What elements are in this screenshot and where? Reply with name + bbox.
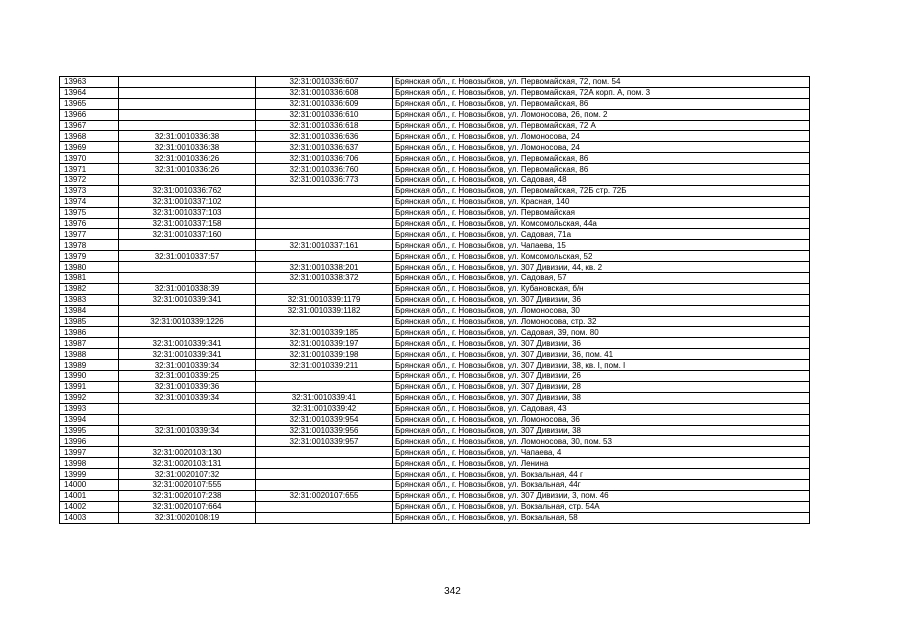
object-number-cell: 32:31:0010336:760 bbox=[256, 164, 393, 175]
table-row bbox=[60, 98, 810, 109]
address-cell: Брянская обл., г. Новозыбков, ул. Чапаева, 4 bbox=[393, 447, 810, 458]
table-row bbox=[60, 120, 810, 131]
parcel-number-cell bbox=[119, 262, 256, 273]
row-number-cell: 13963 bbox=[60, 77, 119, 88]
row-number-cell: 13967 bbox=[60, 120, 119, 131]
object-number-cell: 32:31:0010336:637 bbox=[256, 142, 393, 153]
object-number-cell: 32:31:0010338:372 bbox=[256, 273, 393, 284]
object-number-cell: 32:31:0010337:161 bbox=[256, 240, 393, 251]
address-cell: Брянская обл., г. Новозыбков, ул. Вокзальная, 44г bbox=[393, 479, 810, 490]
address-cell: Брянская обл., г. Новозыбков, ул. Садовая, 39, пом. 80 bbox=[393, 327, 810, 338]
address-cell: Брянская обл., г. Новозыбков, ул. Ломоносова, 30 bbox=[393, 305, 810, 316]
address-cell: Брянская обл., г. Новозыбков, ул. Садовая, 71а bbox=[393, 229, 810, 240]
table-row bbox=[60, 77, 810, 88]
object-number-cell bbox=[256, 501, 393, 512]
row-number-cell: 13966 bbox=[60, 109, 119, 120]
object-number-cell: 32:31:0010339:1182 bbox=[256, 305, 393, 316]
table-row bbox=[60, 294, 810, 305]
address-cell: Брянская обл., г. Новозыбков, ул. Кубановская, б/н bbox=[393, 283, 810, 294]
table-row bbox=[60, 469, 810, 480]
table-row bbox=[60, 360, 810, 371]
parcel-number-cell: 32:31:0010336:38 bbox=[119, 131, 256, 142]
address-cell: Брянская обл., г. Новозыбков, ул. Красная, 140 bbox=[393, 196, 810, 207]
row-number-cell: 13984 bbox=[60, 305, 119, 316]
object-number-cell bbox=[256, 283, 393, 294]
table-row bbox=[60, 240, 810, 251]
parcel-number-cell bbox=[119, 414, 256, 425]
address-cell: Брянская обл., г. Новозыбков, ул. Первомайская, 86 bbox=[393, 153, 810, 164]
object-number-cell: 32:31:0010339:42 bbox=[256, 403, 393, 414]
parcel-number-cell: 32:31:0010339:36 bbox=[119, 381, 256, 392]
table-row bbox=[60, 479, 810, 490]
row-number-cell: 14002 bbox=[60, 501, 119, 512]
object-number-cell: 32:31:0010339:41 bbox=[256, 392, 393, 403]
registry-table-body bbox=[60, 77, 810, 524]
row-number-cell: 13978 bbox=[60, 240, 119, 251]
table-row bbox=[60, 283, 810, 294]
address-cell: Брянская обл., г. Новозыбков, ул. 307 Дивизии, 36 bbox=[393, 338, 810, 349]
table-row bbox=[60, 196, 810, 207]
address-cell: Брянская обл., г. Новозыбков, ул. Комсомольская, 44а bbox=[393, 218, 810, 229]
row-number-cell: 13980 bbox=[60, 262, 119, 273]
parcel-number-cell bbox=[119, 77, 256, 88]
address-cell: Брянская обл., г. Новозыбков, ул. Ломоносова, 26, пом. 2 bbox=[393, 109, 810, 120]
parcel-number-cell: 32:31:0010336:762 bbox=[119, 185, 256, 196]
address-cell: Брянская обл., г. Новозыбков, ул. 307 Дивизии, 44, кв. 2 bbox=[393, 262, 810, 273]
address-cell: Брянская обл., г. Новозыбков, ул. Первомайская, 72, пом. 54 bbox=[393, 77, 810, 88]
parcel-number-cell: 32:31:0010339:341 bbox=[119, 338, 256, 349]
row-number-cell: 13996 bbox=[60, 436, 119, 447]
table-row bbox=[60, 501, 810, 512]
row-number-cell: 13991 bbox=[60, 381, 119, 392]
object-number-cell: 32:31:0010339:956 bbox=[256, 425, 393, 436]
object-number-cell: 32:31:0010336:610 bbox=[256, 109, 393, 120]
address-cell: Брянская обл., г. Новозыбков, ул. 307 Дивизии, 38 bbox=[393, 392, 810, 403]
object-number-cell bbox=[256, 218, 393, 229]
table-row bbox=[60, 229, 810, 240]
row-number-cell: 13969 bbox=[60, 142, 119, 153]
table-row bbox=[60, 349, 810, 360]
object-number-cell: 32:31:0010339:957 bbox=[256, 436, 393, 447]
table-row bbox=[60, 218, 810, 229]
parcel-number-cell bbox=[119, 436, 256, 447]
address-cell: Брянская обл., г. Новозыбков, ул. Ленина bbox=[393, 458, 810, 469]
object-number-cell: 32:31:0010336:618 bbox=[256, 120, 393, 131]
parcel-number-cell: 32:31:0020107:664 bbox=[119, 501, 256, 512]
page-number: 342 bbox=[444, 586, 461, 597]
parcel-number-cell bbox=[119, 305, 256, 316]
address-cell: Брянская обл., г. Новозыбков, ул. Комсомольская, 52 bbox=[393, 251, 810, 262]
table-row bbox=[60, 185, 810, 196]
object-number-cell bbox=[256, 381, 393, 392]
object-number-cell: 32:31:0010339:954 bbox=[256, 414, 393, 425]
object-number-cell bbox=[256, 371, 393, 382]
address-cell: Брянская обл., г. Новозыбков, ул. Садовая, 43 bbox=[393, 403, 810, 414]
object-number-cell: 32:31:0010339:211 bbox=[256, 360, 393, 371]
object-number-cell bbox=[256, 316, 393, 327]
row-number-cell: 13998 bbox=[60, 458, 119, 469]
table-row bbox=[60, 175, 810, 186]
row-number-cell: 13982 bbox=[60, 283, 119, 294]
object-number-cell bbox=[256, 251, 393, 262]
address-cell: Брянская обл., г. Новозыбков, ул. Первомайская, 86 bbox=[393, 98, 810, 109]
parcel-number-cell bbox=[119, 87, 256, 98]
address-cell: Брянская обл., г. Новозыбков, ул. 307 Дивизии, 3, пом. 46 bbox=[393, 490, 810, 501]
row-number-cell: 13970 bbox=[60, 153, 119, 164]
address-cell: Брянская обл., г. Новозыбков, ул. Первомайская, 72А корп. А, пом. 3 bbox=[393, 87, 810, 98]
table-row bbox=[60, 153, 810, 164]
address-cell: Брянская обл., г. Новозыбков, ул. Ломоносова, 30, пом. 53 bbox=[393, 436, 810, 447]
row-number-cell: 13986 bbox=[60, 327, 119, 338]
parcel-number-cell: 32:31:0010339:341 bbox=[119, 294, 256, 305]
address-cell: Брянская обл., г. Новозыбков, ул. 307 Дивизии, 38 bbox=[393, 425, 810, 436]
object-number-cell: 32:31:0010336:607 bbox=[256, 77, 393, 88]
parcel-number-cell bbox=[119, 109, 256, 120]
row-number-cell: 13981 bbox=[60, 273, 119, 284]
address-cell: Брянская обл., г. Новозыбков, ул. 307 Дивизии, 38, кв. I, пом. I bbox=[393, 360, 810, 371]
object-number-cell: 32:31:0010338:201 bbox=[256, 262, 393, 273]
row-number-cell: 13971 bbox=[60, 164, 119, 175]
table-row bbox=[60, 262, 810, 273]
table-row bbox=[60, 338, 810, 349]
table-row bbox=[60, 316, 810, 327]
parcel-number-cell: 32:31:0010337:57 bbox=[119, 251, 256, 262]
object-number-cell: 32:31:0010336:608 bbox=[256, 87, 393, 98]
parcel-number-cell: 32:31:0010339:34 bbox=[119, 425, 256, 436]
parcel-number-cell bbox=[119, 327, 256, 338]
parcel-number-cell: 32:31:0010338:39 bbox=[119, 283, 256, 294]
table-row bbox=[60, 142, 810, 153]
object-number-cell bbox=[256, 512, 393, 523]
address-cell: Брянская обл., г. Новозыбков, ул. 307 Дивизии, 36 bbox=[393, 294, 810, 305]
table-row bbox=[60, 490, 810, 501]
parcel-number-cell: 32:31:0010337:158 bbox=[119, 218, 256, 229]
registry-table bbox=[59, 76, 810, 524]
parcel-number-cell: 32:31:0010337:103 bbox=[119, 207, 256, 218]
address-cell: Брянская обл., г. Новозыбков, ул. Первомайская bbox=[393, 207, 810, 218]
parcel-number-cell: 32:31:0010339:25 bbox=[119, 371, 256, 382]
table-row bbox=[60, 392, 810, 403]
row-number-cell: 13975 bbox=[60, 207, 119, 218]
address-cell: Брянская обл., г. Новозыбков, ул. Первомайская, 72 А bbox=[393, 120, 810, 131]
row-number-cell: 13993 bbox=[60, 403, 119, 414]
object-number-cell: 32:31:0020107:655 bbox=[256, 490, 393, 501]
object-number-cell bbox=[256, 447, 393, 458]
table-row bbox=[60, 512, 810, 523]
address-cell: Брянская обл., г. Новозыбков, ул. Ломоносова, 24 bbox=[393, 131, 810, 142]
table-row bbox=[60, 414, 810, 425]
table-row bbox=[60, 381, 810, 392]
address-cell: Брянская обл., г. Новозыбков, ул. Ломоносова, стр. 32 bbox=[393, 316, 810, 327]
parcel-number-cell bbox=[119, 175, 256, 186]
object-number-cell bbox=[256, 458, 393, 469]
row-number-cell: 13976 bbox=[60, 218, 119, 229]
object-number-cell: 32:31:0010336:609 bbox=[256, 98, 393, 109]
address-cell: Брянская обл., г. Новозыбков, ул. Первомайская, 72Б стр. 72Б bbox=[393, 185, 810, 196]
address-cell: Брянская обл., г. Новозыбков, ул. Вокзальная, 44 г bbox=[393, 469, 810, 480]
row-number-cell: 13983 bbox=[60, 294, 119, 305]
table-row bbox=[60, 305, 810, 316]
parcel-number-cell: 32:31:0010336:38 bbox=[119, 142, 256, 153]
table-row bbox=[60, 164, 810, 175]
address-cell: Брянская обл., г. Новозыбков, ул. Ломоносова, 24 bbox=[393, 142, 810, 153]
row-number-cell: 13997 bbox=[60, 447, 119, 458]
address-cell: Брянская обл., г. Новозыбков, ул. 307 Дивизии, 28 bbox=[393, 381, 810, 392]
table-row bbox=[60, 371, 810, 382]
parcel-number-cell bbox=[119, 403, 256, 414]
table-row bbox=[60, 403, 810, 414]
object-number-cell bbox=[256, 229, 393, 240]
parcel-number-cell: 32:31:0020108:19 bbox=[119, 512, 256, 523]
table-row bbox=[60, 207, 810, 218]
row-number-cell: 13994 bbox=[60, 414, 119, 425]
parcel-number-cell: 32:31:0010337:160 bbox=[119, 229, 256, 240]
parcel-number-cell: 32:31:0010339:341 bbox=[119, 349, 256, 360]
parcel-number-cell: 32:31:0010339:34 bbox=[119, 360, 256, 371]
address-cell: Брянская обл., г. Новозыбков, ул. Ломоносова, 36 bbox=[393, 414, 810, 425]
row-number-cell: 13965 bbox=[60, 98, 119, 109]
parcel-number-cell: 32:31:0010336:26 bbox=[119, 153, 256, 164]
table-row bbox=[60, 251, 810, 262]
object-number-cell bbox=[256, 479, 393, 490]
parcel-number-cell: 32:31:0020103:131 bbox=[119, 458, 256, 469]
row-number-cell: 13979 bbox=[60, 251, 119, 262]
row-number-cell: 13989 bbox=[60, 360, 119, 371]
row-number-cell: 13990 bbox=[60, 371, 119, 382]
parcel-number-cell: 32:31:0020107:238 bbox=[119, 490, 256, 501]
parcel-number-cell: 32:31:0020103:130 bbox=[119, 447, 256, 458]
object-number-cell bbox=[256, 185, 393, 196]
row-number-cell: 13973 bbox=[60, 185, 119, 196]
parcel-number-cell: 32:31:0010339:34 bbox=[119, 392, 256, 403]
parcel-number-cell: 32:31:0020107:32 bbox=[119, 469, 256, 480]
address-cell: Брянская обл., г. Новозыбков, ул. Садовая, 57 bbox=[393, 273, 810, 284]
row-number-cell: 14001 bbox=[60, 490, 119, 501]
parcel-number-cell: 32:31:0020107:555 bbox=[119, 479, 256, 490]
address-cell: Брянская обл., г. Новозыбков, ул. 307 Дивизии, 36, пом. 41 bbox=[393, 349, 810, 360]
table-row bbox=[60, 458, 810, 469]
address-cell: Брянская обл., г. Новозыбков, ул. 307 Дивизии, 26 bbox=[393, 371, 810, 382]
address-cell: Брянская обл., г. Новозыбков, ул. Первомайская, 86 bbox=[393, 164, 810, 175]
parcel-number-cell bbox=[119, 273, 256, 284]
row-number-cell: 14003 bbox=[60, 512, 119, 523]
row-number-cell: 13985 bbox=[60, 316, 119, 327]
object-number-cell: 32:31:0010339:185 bbox=[256, 327, 393, 338]
parcel-number-cell bbox=[119, 120, 256, 131]
parcel-number-cell: 32:31:0010336:26 bbox=[119, 164, 256, 175]
parcel-number-cell bbox=[119, 98, 256, 109]
row-number-cell: 13968 bbox=[60, 131, 119, 142]
table-row bbox=[60, 447, 810, 458]
address-cell: Брянская обл., г. Новозыбков, ул. Вокзальная, стр. 54А bbox=[393, 501, 810, 512]
object-number-cell: 32:31:0010336:636 bbox=[256, 131, 393, 142]
row-number-cell: 13999 bbox=[60, 469, 119, 480]
address-cell: Брянская обл., г. Новозыбков, ул. Чапаева, 15 bbox=[393, 240, 810, 251]
row-number-cell: 14000 bbox=[60, 479, 119, 490]
row-number-cell: 13988 bbox=[60, 349, 119, 360]
object-number-cell bbox=[256, 207, 393, 218]
row-number-cell: 13964 bbox=[60, 87, 119, 98]
parcel-number-cell: 32:31:0010337:102 bbox=[119, 196, 256, 207]
object-number-cell bbox=[256, 469, 393, 480]
table-row bbox=[60, 425, 810, 436]
parcel-number-cell bbox=[119, 240, 256, 251]
parcel-number-cell: 32:31:0010339:1226 bbox=[119, 316, 256, 327]
address-cell: Брянская обл., г. Новозыбков, ул. Вокзальная, 58 bbox=[393, 512, 810, 523]
table-row bbox=[60, 131, 810, 142]
object-number-cell: 32:31:0010339:197 bbox=[256, 338, 393, 349]
row-number-cell: 13995 bbox=[60, 425, 119, 436]
table-row bbox=[60, 327, 810, 338]
address-cell: Брянская обл., г. Новозыбков, ул. Садовая, 48 bbox=[393, 175, 810, 186]
object-number-cell: 32:31:0010336:706 bbox=[256, 153, 393, 164]
object-number-cell bbox=[256, 196, 393, 207]
table-row bbox=[60, 87, 810, 98]
table-row bbox=[60, 109, 810, 120]
row-number-cell: 13987 bbox=[60, 338, 119, 349]
object-number-cell: 32:31:0010336:773 bbox=[256, 175, 393, 186]
object-number-cell: 32:31:0010339:198 bbox=[256, 349, 393, 360]
object-number-cell: 32:31:0010339:1179 bbox=[256, 294, 393, 305]
table-row bbox=[60, 273, 810, 284]
table-row bbox=[60, 436, 810, 447]
row-number-cell: 13972 bbox=[60, 175, 119, 186]
row-number-cell: 13992 bbox=[60, 392, 119, 403]
row-number-cell: 13977 bbox=[60, 229, 119, 240]
row-number-cell: 13974 bbox=[60, 196, 119, 207]
